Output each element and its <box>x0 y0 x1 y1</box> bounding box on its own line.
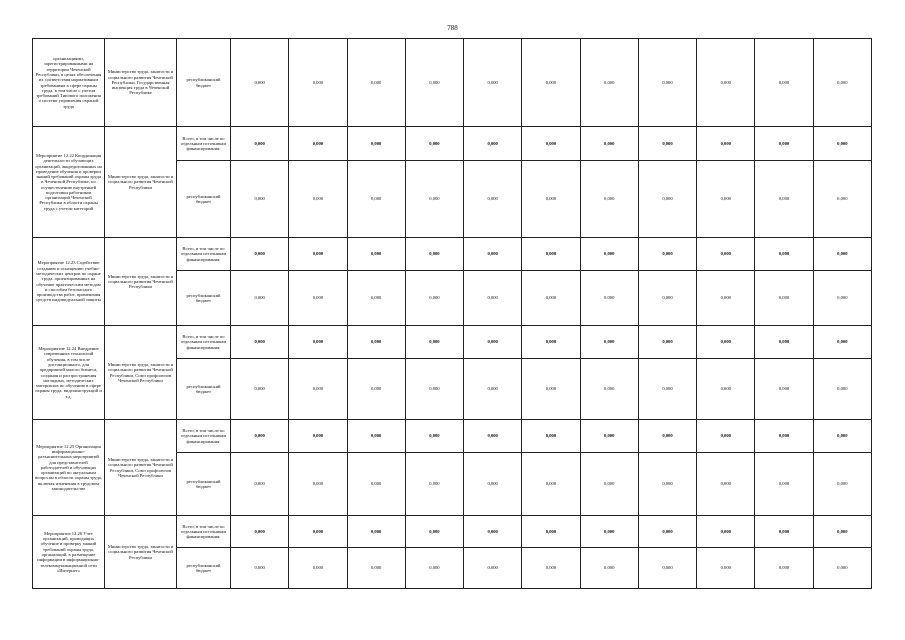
amount-cell: 0,000 <box>813 359 871 420</box>
amount-cell: 0,000 <box>289 161 347 238</box>
amount-cell: 0,000 <box>464 127 522 161</box>
amount-cell: 0,000 <box>697 238 755 271</box>
amount-cell: 0,000 <box>405 127 463 161</box>
amount-cell: 0,000 <box>638 359 696 420</box>
table-row <box>33 238 872 271</box>
amount-cell: 0,000 <box>522 161 580 238</box>
amount-cell: 0,000 <box>580 420 638 453</box>
amount-cell: 0,000 <box>697 161 755 238</box>
amount-cell: 0,000 <box>522 516 580 548</box>
amount-cell: 0,000 <box>289 359 347 420</box>
amount-cell: 0,000 <box>755 127 813 161</box>
amount-cell: 0,000 <box>231 548 289 589</box>
amount-cell: 0,000 <box>289 326 347 359</box>
amount-cell: 0,000 <box>231 238 289 271</box>
amount-cell: 0,000 <box>755 271 813 326</box>
amount-cell: 0,000 <box>347 516 405 548</box>
amount-cell: 0,000 <box>638 127 696 161</box>
amount-cell: 0,000 <box>231 453 289 516</box>
amount-cell: 0,000 <box>638 420 696 453</box>
amount-cell: 0,000 <box>289 127 347 161</box>
amount-cell: 0,000 <box>231 161 289 238</box>
amount-cell: 0,000 <box>755 453 813 516</box>
amount-cell: 0,000 <box>231 359 289 420</box>
amount-cell: 0,000 <box>580 516 638 548</box>
amount-cell: 0,000 <box>580 359 638 420</box>
activity-name-cell: Мероприятие 12.26 Учет организаций, проводящих обучение и проверку знаний требований охраны труда, организаций, в размещение информации в информационно-телекоммуникационной сети «Интернет» <box>33 516 105 589</box>
amount-cell: 0,000 <box>813 516 871 548</box>
amount-cell: 0,000 <box>697 516 755 548</box>
amount-cell: 0,000 <box>464 548 522 589</box>
executor-cell: Министерство труда, занятости и социального развития Чеченской Республики <box>105 127 177 238</box>
amount-cell: 0,000 <box>347 326 405 359</box>
amount-cell: 0,000 <box>697 359 755 420</box>
amount-cell: 0,000 <box>697 39 755 127</box>
amount-cell: 0,000 <box>347 271 405 326</box>
amount-cell: 0,000 <box>638 453 696 516</box>
table-row <box>33 39 872 127</box>
amount-cell: 0,000 <box>638 548 696 589</box>
amount-cell: 0,000 <box>347 127 405 161</box>
amount-cell: 0,000 <box>580 127 638 161</box>
executor-cell: Министерство труда, занятости и социального развития Чеченской Республики, Союз профсоюзов Чеченской Республики <box>105 326 177 420</box>
amount-cell: 0,000 <box>347 359 405 420</box>
table-row <box>33 516 872 548</box>
amount-cell: 0,000 <box>580 271 638 326</box>
funding-source-cell: республиканский бюджет <box>177 39 231 127</box>
amount-cell: 0,000 <box>580 453 638 516</box>
budget-table <box>32 38 872 589</box>
amount-cell: 0,000 <box>638 161 696 238</box>
amount-cell: 0,000 <box>813 127 871 161</box>
amount-cell: 0,000 <box>813 548 871 589</box>
amount-cell: 0,000 <box>405 420 463 453</box>
page-number: 788 <box>447 24 458 32</box>
amount-cell: 0,000 <box>522 127 580 161</box>
amount-cell: 0,000 <box>813 161 871 238</box>
amount-cell: 0,000 <box>755 548 813 589</box>
amount-cell: 0,000 <box>347 453 405 516</box>
amount-cell: 0,000 <box>347 548 405 589</box>
amount-cell: 0,000 <box>405 39 463 127</box>
amount-cell: 0,000 <box>405 238 463 271</box>
amount-cell: 0,000 <box>464 238 522 271</box>
amount-cell: 0,000 <box>464 39 522 127</box>
amount-cell: 0,000 <box>522 453 580 516</box>
activity-name-cell: организациями, зарегистрированными на территории Чеченской Республики, в целях обеспечения их соответствия нормативным требованиям в сфере охраны труда, в том числе с учетом требований Типового положения о системе управления охраной труда <box>33 39 105 127</box>
amount-cell: 0,000 <box>347 39 405 127</box>
amount-cell: 0,000 <box>464 161 522 238</box>
amount-cell: 0,000 <box>231 271 289 326</box>
amount-cell: 0,000 <box>289 271 347 326</box>
amount-cell: 0,000 <box>813 238 871 271</box>
funding-source-cell: Всего, в том числе по отдельным источникам финансирования: <box>177 516 231 548</box>
amount-cell: 0,000 <box>522 420 580 453</box>
activity-name-cell: Мероприятие 12.24 Внедрение современных технологий обучения, в том числе дистанционного, для предприятий малого бизнеса, создания и распространения наглядных, методических материалов по обучению в сфере охраны труда, видеоинструкций и т.д. <box>33 326 105 420</box>
funding-source-cell: республиканский бюджет <box>177 161 231 238</box>
activity-name-cell: Мероприятие 12.22 Координация деятельности обучающих организаций, аккредитованных на проведение обучения и проверки знаний требований охраны труда в Чеченской Республике, по осуществлению внутренней подготовки работников организаций Чеченской Республики в области охраны труда с учетом категорий <box>33 127 105 238</box>
amount-cell: 0,000 <box>580 548 638 589</box>
amount-cell: 0,000 <box>347 420 405 453</box>
amount-cell: 0,000 <box>464 453 522 516</box>
amount-cell: 0,000 <box>231 39 289 127</box>
amount-cell: 0,000 <box>464 271 522 326</box>
amount-cell: 0,000 <box>464 420 522 453</box>
amount-cell: 0,000 <box>580 326 638 359</box>
amount-cell: 0,000 <box>813 271 871 326</box>
amount-cell: 0,000 <box>813 326 871 359</box>
amount-cell: 0,000 <box>289 516 347 548</box>
table-row <box>33 127 872 161</box>
amount-cell: 0,000 <box>755 161 813 238</box>
amount-cell: 0,000 <box>755 238 813 271</box>
funding-source-cell: республиканский бюджет <box>177 453 231 516</box>
amount-cell: 0,000 <box>522 238 580 271</box>
funding-source-cell: республиканский бюджет <box>177 548 231 589</box>
amount-cell: 0,000 <box>405 548 463 589</box>
activity-name-cell: Мероприятие 12.23 Содействие созданию и оснащению учебно-методических центров по охране труда, ориентированных на обучение практическим методам и способам безопасного производства работ, применения средств индивидуальной защиты <box>33 238 105 326</box>
amount-cell: 0,000 <box>289 420 347 453</box>
amount-cell: 0,000 <box>405 516 463 548</box>
funding-source-cell: Всего, в том числе по отдельным источникам финансирования: <box>177 420 231 453</box>
amount-cell: 0,000 <box>580 39 638 127</box>
amount-cell: 0,000 <box>522 326 580 359</box>
amount-cell: 0,000 <box>405 161 463 238</box>
executor-cell: Министерство труда, занятости и социального развития Чеченской Республики <box>105 516 177 589</box>
amount-cell: 0,000 <box>755 39 813 127</box>
funding-source-cell: республиканский бюджет <box>177 359 231 420</box>
amount-cell: 0,000 <box>231 420 289 453</box>
table-row <box>33 326 872 359</box>
funding-source-cell: Всего, в том числе по отдельным источникам финансирования: <box>177 326 231 359</box>
amount-cell: 0,000 <box>755 420 813 453</box>
amount-cell: 0,000 <box>813 39 871 127</box>
activity-name-cell: Мероприятие 12.25 Организация информационно-разъяснительных мероприятий для представителей работодателей и обучающих организаций по актуальным вопросам в области охраны труда, включая изменения в трудовом законодательстве <box>33 420 105 516</box>
amount-cell: 0,000 <box>638 516 696 548</box>
amount-cell: 0,000 <box>464 326 522 359</box>
amount-cell: 0,000 <box>755 516 813 548</box>
amount-cell: 0,000 <box>697 548 755 589</box>
amount-cell: 0,000 <box>289 39 347 127</box>
table-row <box>33 420 872 453</box>
amount-cell: 0,000 <box>464 516 522 548</box>
funding-source-cell: республиканский бюджет <box>177 271 231 326</box>
executor-cell: Министерство труда, занятости и социального развития Чеченской Республики <box>105 238 177 326</box>
amount-cell: 0,000 <box>347 238 405 271</box>
amount-cell: 0,000 <box>697 326 755 359</box>
amount-cell: 0,000 <box>638 39 696 127</box>
executor-cell: Министерство труда, занятости и социального развития Чеченской Республики, Союз профсоюзов Чеченской Республики <box>105 420 177 516</box>
amount-cell: 0,000 <box>697 127 755 161</box>
amount-cell: 0,000 <box>231 127 289 161</box>
amount-cell: 0,000 <box>638 326 696 359</box>
amount-cell: 0,000 <box>405 326 463 359</box>
amount-cell: 0,000 <box>638 271 696 326</box>
amount-cell: 0,000 <box>813 453 871 516</box>
amount-cell: 0,000 <box>755 359 813 420</box>
amount-cell: 0,000 <box>231 326 289 359</box>
amount-cell: 0,000 <box>522 271 580 326</box>
funding-source-cell: Всего, в том числе по отдельным источникам финансирования: <box>177 127 231 161</box>
amount-cell: 0,000 <box>697 453 755 516</box>
amount-cell: 0,000 <box>697 420 755 453</box>
amount-cell: 0,000 <box>580 161 638 238</box>
amount-cell: 0,000 <box>522 39 580 127</box>
amount-cell: 0,000 <box>405 453 463 516</box>
amount-cell: 0,000 <box>231 516 289 548</box>
amount-cell: 0,000 <box>813 420 871 453</box>
amount-cell: 0,000 <box>755 326 813 359</box>
amount-cell: 0,000 <box>289 548 347 589</box>
amount-cell: 0,000 <box>522 359 580 420</box>
amount-cell: 0,000 <box>405 271 463 326</box>
amount-cell: 0,000 <box>405 359 463 420</box>
amount-cell: 0,000 <box>638 238 696 271</box>
amount-cell: 0,000 <box>289 238 347 271</box>
amount-cell: 0,000 <box>289 453 347 516</box>
amount-cell: 0,000 <box>347 161 405 238</box>
amount-cell: 0,000 <box>580 238 638 271</box>
amount-cell: 0,000 <box>464 359 522 420</box>
executor-cell: Министерство труда, занятости и социального развития Чеченской Республики, Государственная инспекция труда в Чеченской Республике <box>105 39 177 127</box>
amount-cell: 0,000 <box>697 271 755 326</box>
amount-cell: 0,000 <box>522 548 580 589</box>
funding-source-cell: Всего, в том числе по отдельным источникам финансирования: <box>177 238 231 271</box>
